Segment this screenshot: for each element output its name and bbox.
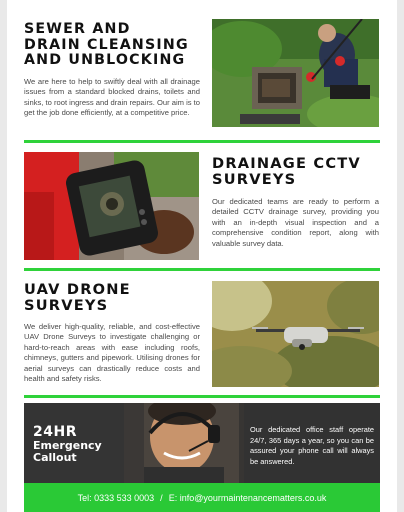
email-link[interactable]: E: info@yourmaintenancematters.co.uk [168,492,327,503]
cctv-survey-photo [24,152,199,260]
emergency-callout-banner [24,403,380,483]
callout-description: Our dedicated office staff operate 24/7, 365 days a year, so you can be assured your phone call will always be answered. [250,425,374,466]
phone-link[interactable]: Tel: 0333 533 0003 [77,492,155,503]
footer-separator: / [160,492,163,503]
callout-emergency: Emergency [33,439,102,452]
section-divider [24,268,380,271]
emergency-callout-title [33,425,102,463]
sewer-drain-description: We are here to help to swiftly deal with all drainage issues from a standard blocked drains, toilets and sinks, to root ingress and drain repairs. Our aim is to get the job done efficiently, at a competitive price. [24,77,200,118]
drainage-cctv-heading [212,156,361,189]
uav-drone-description: We deliver high-quality, reliable, and cost-effective UAV Drone Surveys to investigate challenging or hard-to-reach areas with ease including roofs, chimneys, gutters and pipework. Utilising drones for aerial surveys can drastically reduce costs and health and safety risks. [24,322,200,384]
service-flyer-page [7,0,397,512]
heading-line: SURVEYS [24,297,109,315]
heading-line: DRAIN CLEANSING [24,36,189,53]
drainage-cctv-description: Our dedicated teams are ready to perform a detailed CCTV drainage survey, providing you with an in-depth visual inspection and a comprehensive condition report, along with valuable survey data. [212,197,379,248]
top-edge [7,0,397,6]
heading-line: AND UNBLOCKING [24,52,186,69]
contact-footer [24,483,380,512]
uav-drone-heading [24,282,131,315]
section-divider [24,395,380,398]
sewer-drain-heading [24,22,189,69]
drone-photo [212,281,379,387]
callout-callout: Callout [33,450,77,464]
heading-line: SURVEYS [212,171,297,189]
callout-24hr: 24HR [33,424,77,440]
heading-line: DRAINAGE CCTV [212,155,361,172]
heading-line: UAV DRONE [24,281,131,298]
heading-line: SEWER AND [24,21,131,37]
drain-cleaning-photo [212,19,379,127]
section-divider [24,140,380,143]
